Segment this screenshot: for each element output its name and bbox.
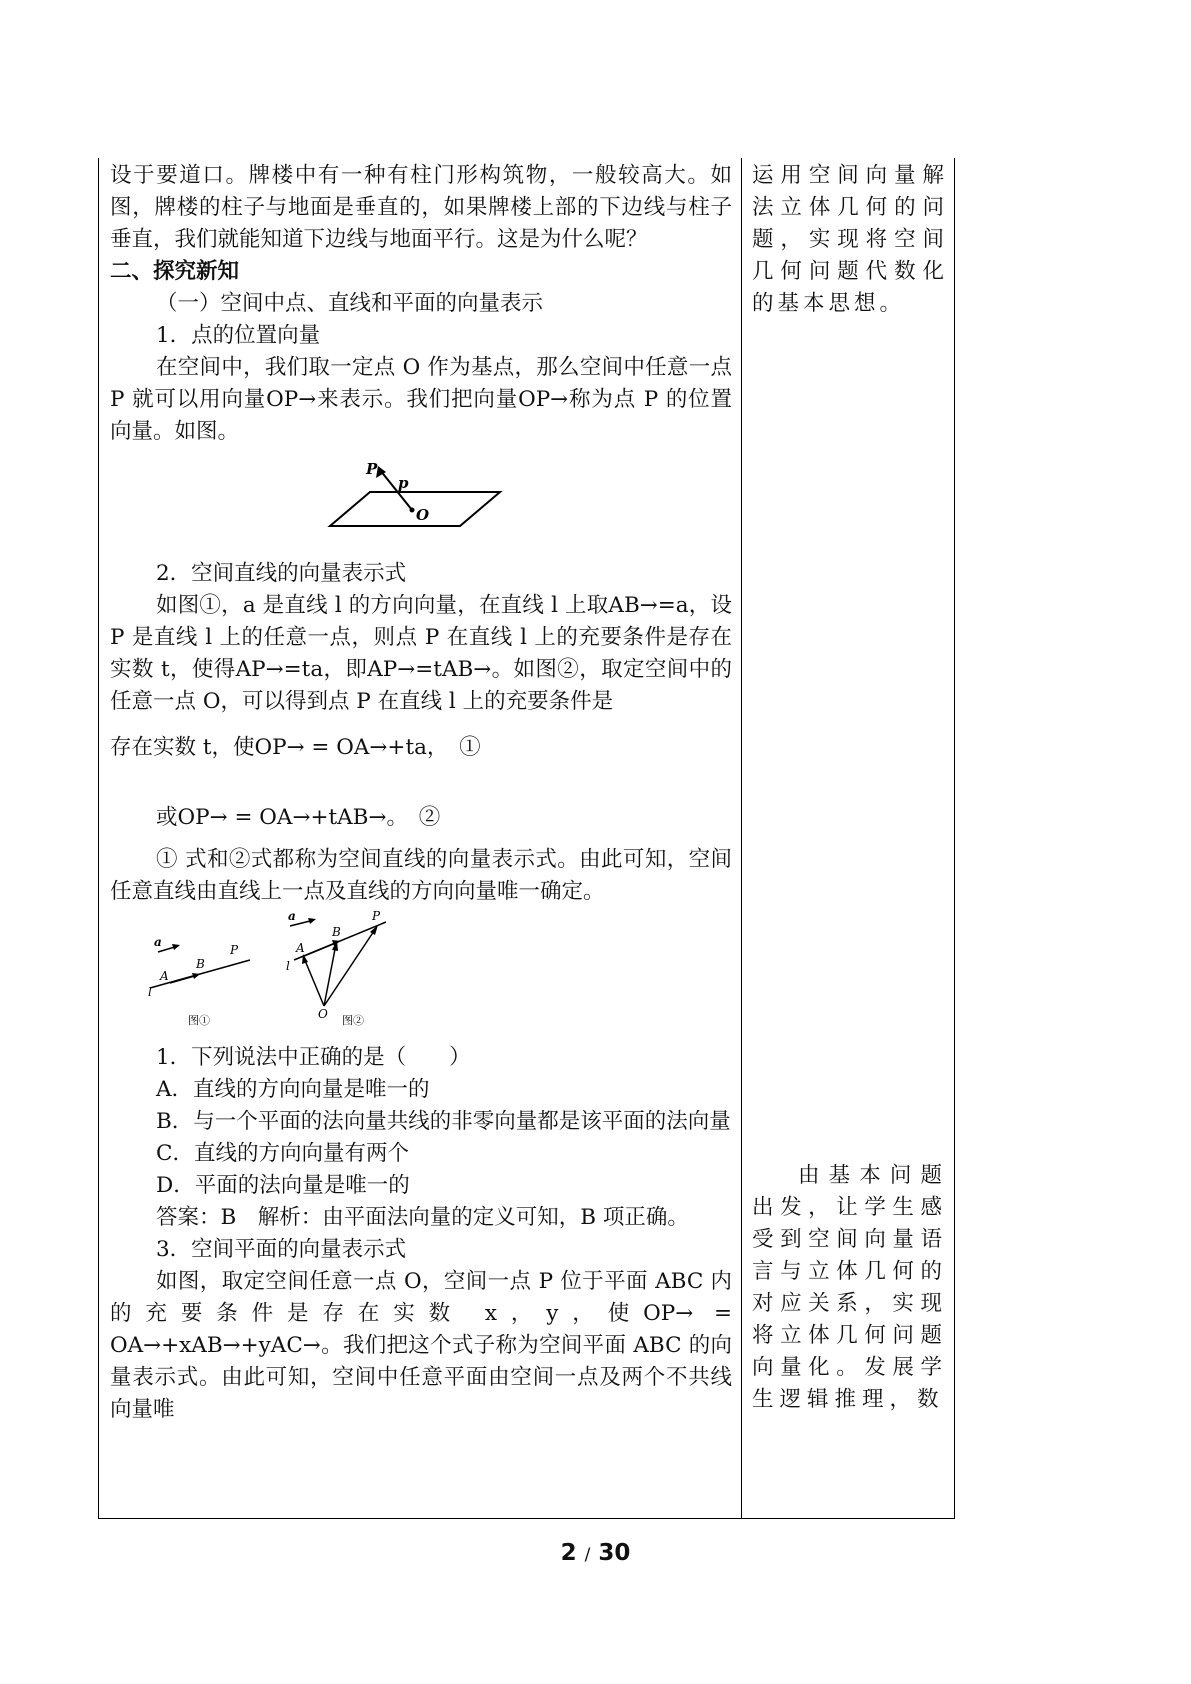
fig2-label-l: l [286,959,290,973]
heading-plane-vector: 3．空间平面的向量表示式 [156,1237,407,1262]
fig1-label-A: A [160,969,169,983]
fig1-label-a: a [154,935,162,949]
fig1-label-P: P [230,943,239,957]
page-separator: / [584,1545,591,1565]
side-note-1: 运用空间向量解法立体几何的问题，实现将空间几何问题代数化的基本思想。 [752,163,948,316]
total-pages: 30 [598,1540,631,1566]
column-divider [741,158,742,1518]
question-option-c: C．直线的方向向量有两个 [156,1141,409,1166]
fig2-label-A: A [296,941,305,955]
subsection-title: （一）空间中点、直线和平面的向量表示 [156,291,544,316]
fig1-caption: 图① [188,1014,210,1026]
intro-paragraph: 设于要道口。牌楼中有一种有柱门形构筑物，一般较高大。如图，牌楼的柱子与地面是垂直的，如果牌楼上部的下边线与柱子垂直，我们就能知道下边线与地面平行。这是为什么呢？ [110,163,732,252]
line-vector-conclusion: ① 式和②式都称为空间直线的向量表示式。由此可知，空间任意直线由直线上一点及直线的方向向量唯一确定。 [110,847,732,904]
fig1-label-l: l [148,985,152,999]
side-column [752,160,948,1412]
line-vector-figures [110,908,732,1026]
main-column [110,160,732,1426]
equation-1: 存在实数 t，使OP→ = OA→+ta， ① [110,735,481,760]
fig2-label-O: O [318,1007,328,1021]
point-vector-paragraph: 在空间中，我们取一定点 O 作为基点，那么空间中任意一点 P 就可以用向量OP→来表示。我们把向量OP→称为点 P 的位置向量。如图。 [110,355,732,444]
side-note-2: 由基本问题出发，让学生感受到空间向量语言与立体几何的对应关系，实现将立体几何问题向量化。发展学生逻辑推理，数 [752,1163,948,1412]
current-page: 2 [560,1540,577,1566]
question-stem: 1．下列说法中正确的是（ ） [156,1045,471,1070]
plane-vector-paragraph: 如图，取定空间任意一点 O，空间一点 P 位于平面 ABC 内的充要条件是存在实数 x，y，使OP→ = OA→+xAB→+yAC→。我们把这个式子称为空间平面 ABC 的向量表示式。由此可知，空间中任意平面由空间一点及两个不共线向量唯 [110,1269,732,1422]
question-option-a: A．直线的方向向量是唯一的 [156,1077,430,1102]
line-vector-paragraph: 如图①，a 是直线 l 的方向向量，在直线 l 上取AB→=a，设 P 是直线 l 上的任意一点，则点 P 在直线 l 上的充要条件是存在实数 t，使得AP→=ta，即AP→=tAB→。如图②，取定空间中的任意一点 O，可以得到点 P 在直线 l 上的充要条件是 [110,593,732,714]
label-p: p [398,474,409,492]
fig2-label-B: B [332,925,341,939]
fig1-label-B: B [196,957,205,971]
heading-point-vector: 1．点的位置向量 [156,323,321,348]
question-option-d: D．平面的法向量是唯一的 [156,1173,410,1198]
fig2-caption: 图② [342,1014,364,1026]
heading-line-vector: 2．空间直线的向量表示式 [156,561,407,586]
answer-text: 答案：B 解析：由平面法向量的定义可知，B 项正确。 [156,1205,689,1230]
label-P: P [366,460,378,478]
page-number [0,1540,1191,1566]
fig2-label-P: P [372,909,381,923]
section-heading: 二、探究新知 [110,259,240,284]
equation-2: 或OP→ = OA→+tAB→。 ② [156,805,441,830]
label-O: O [416,506,430,524]
question-option-b: B．与一个平面的法向量共线的非零向量都是该平面的法向量 [156,1109,731,1134]
fig2-label-a: a [288,909,296,923]
position-vector-figure [110,448,732,536]
